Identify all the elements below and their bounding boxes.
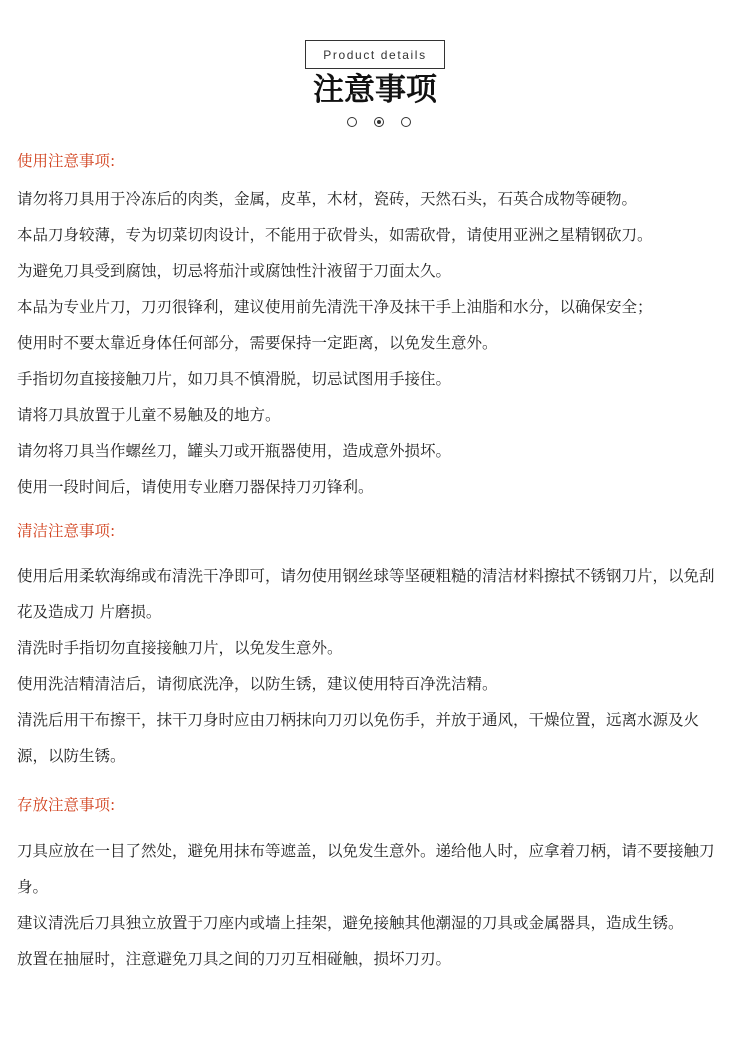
paragraph: 请勿将刀具用于冷冻后的肉类，金属，皮革，木材，瓷砖，天然石头，石英合成物等硬物。 xyxy=(17,190,638,208)
paragraph: 清洗时手指切勿直接接触刀片，以免发生意外。 xyxy=(17,639,343,657)
section-heading-storage: 存放注意事项: xyxy=(17,796,116,814)
product-details-tag: Product details xyxy=(305,40,445,69)
paragraph: 本品为专业片刀，刀刃很锋利，建议使用前先清洗干净及抹干手上油脂和水分，以确保安全； xyxy=(17,298,653,316)
paragraph: 请将刀具放置于儿童不易触及的地方。 xyxy=(17,406,281,424)
paragraph: 手指切勿直接接触刀片，如刀具不慎滑脱，切忌试图用手接住。 xyxy=(17,370,452,388)
section-heading-cleaning: 清洁注意事项: xyxy=(17,522,116,540)
paragraph: 放置在抽屉时，注意避免刀具之间的刀刃互相碰触，损坏刀刃。 xyxy=(17,950,452,968)
section-cleaning xyxy=(17,558,737,774)
paragraph: 请勿将刀具当作螺丝刀，罐头刀或开瓶器使用，造成意外损坏。 xyxy=(17,442,452,460)
paragraph: 使用洗洁精清洁后，请彻底洗净，以防生锈，建议使用特百净洗洁精。 xyxy=(17,675,498,693)
paragraph: 使用时不要太靠近身体任何部分，需要保持一定距离，以免发生意外。 xyxy=(17,334,498,352)
section-usage xyxy=(17,181,737,505)
section-storage xyxy=(17,833,737,977)
page-title: 注意事项 xyxy=(313,72,437,108)
page-header xyxy=(0,0,750,140)
dot-indicator-active-icon xyxy=(374,117,384,127)
paragraph: 使用一段时间后，请使用专业磨刀器保持刀刃锋利。 xyxy=(17,478,374,496)
dot-indicator-icon xyxy=(401,117,411,127)
paragraph: 建议清洗后刀具独立放置于刀座内或墙上挂架，避免接触其他潮湿的刀具或金属器具，造成生锈。 xyxy=(17,914,684,932)
dot-indicator-icon xyxy=(347,117,357,127)
paragraph: 清洗后用干布擦干，抹干刀身时应由刀柄抹向刀刃以免伤手，并放于通风，干燥位置，远离水源及火源，以防生锈。 xyxy=(17,711,700,765)
paragraph: 本品刀身较薄，专为切菜切肉设计，不能用于砍骨头，如需砍骨，请使用亚洲之星精钢砍刀。 xyxy=(17,226,653,244)
section-heading-usage: 使用注意事项: xyxy=(17,152,116,170)
paragraph: 为避免刀具受到腐蚀，切忌将茄汁或腐蚀性汁液留于刀面太久。 xyxy=(17,262,452,280)
paragraph: 刀具应放在一目了然处，避免用抹布等遮盖，以免发生意外。递给他人时，应拿着刀柄，请不要接触刀身。 xyxy=(17,842,715,896)
paragraph: 使用后用柔软海绵或布清洗干净即可，请勿使用钢丝球等坚硬粗糙的清洁材料擦拭不锈钢刀片，以免刮花及造成刀 片磨损。 xyxy=(17,567,715,621)
pager-dots xyxy=(347,117,411,129)
